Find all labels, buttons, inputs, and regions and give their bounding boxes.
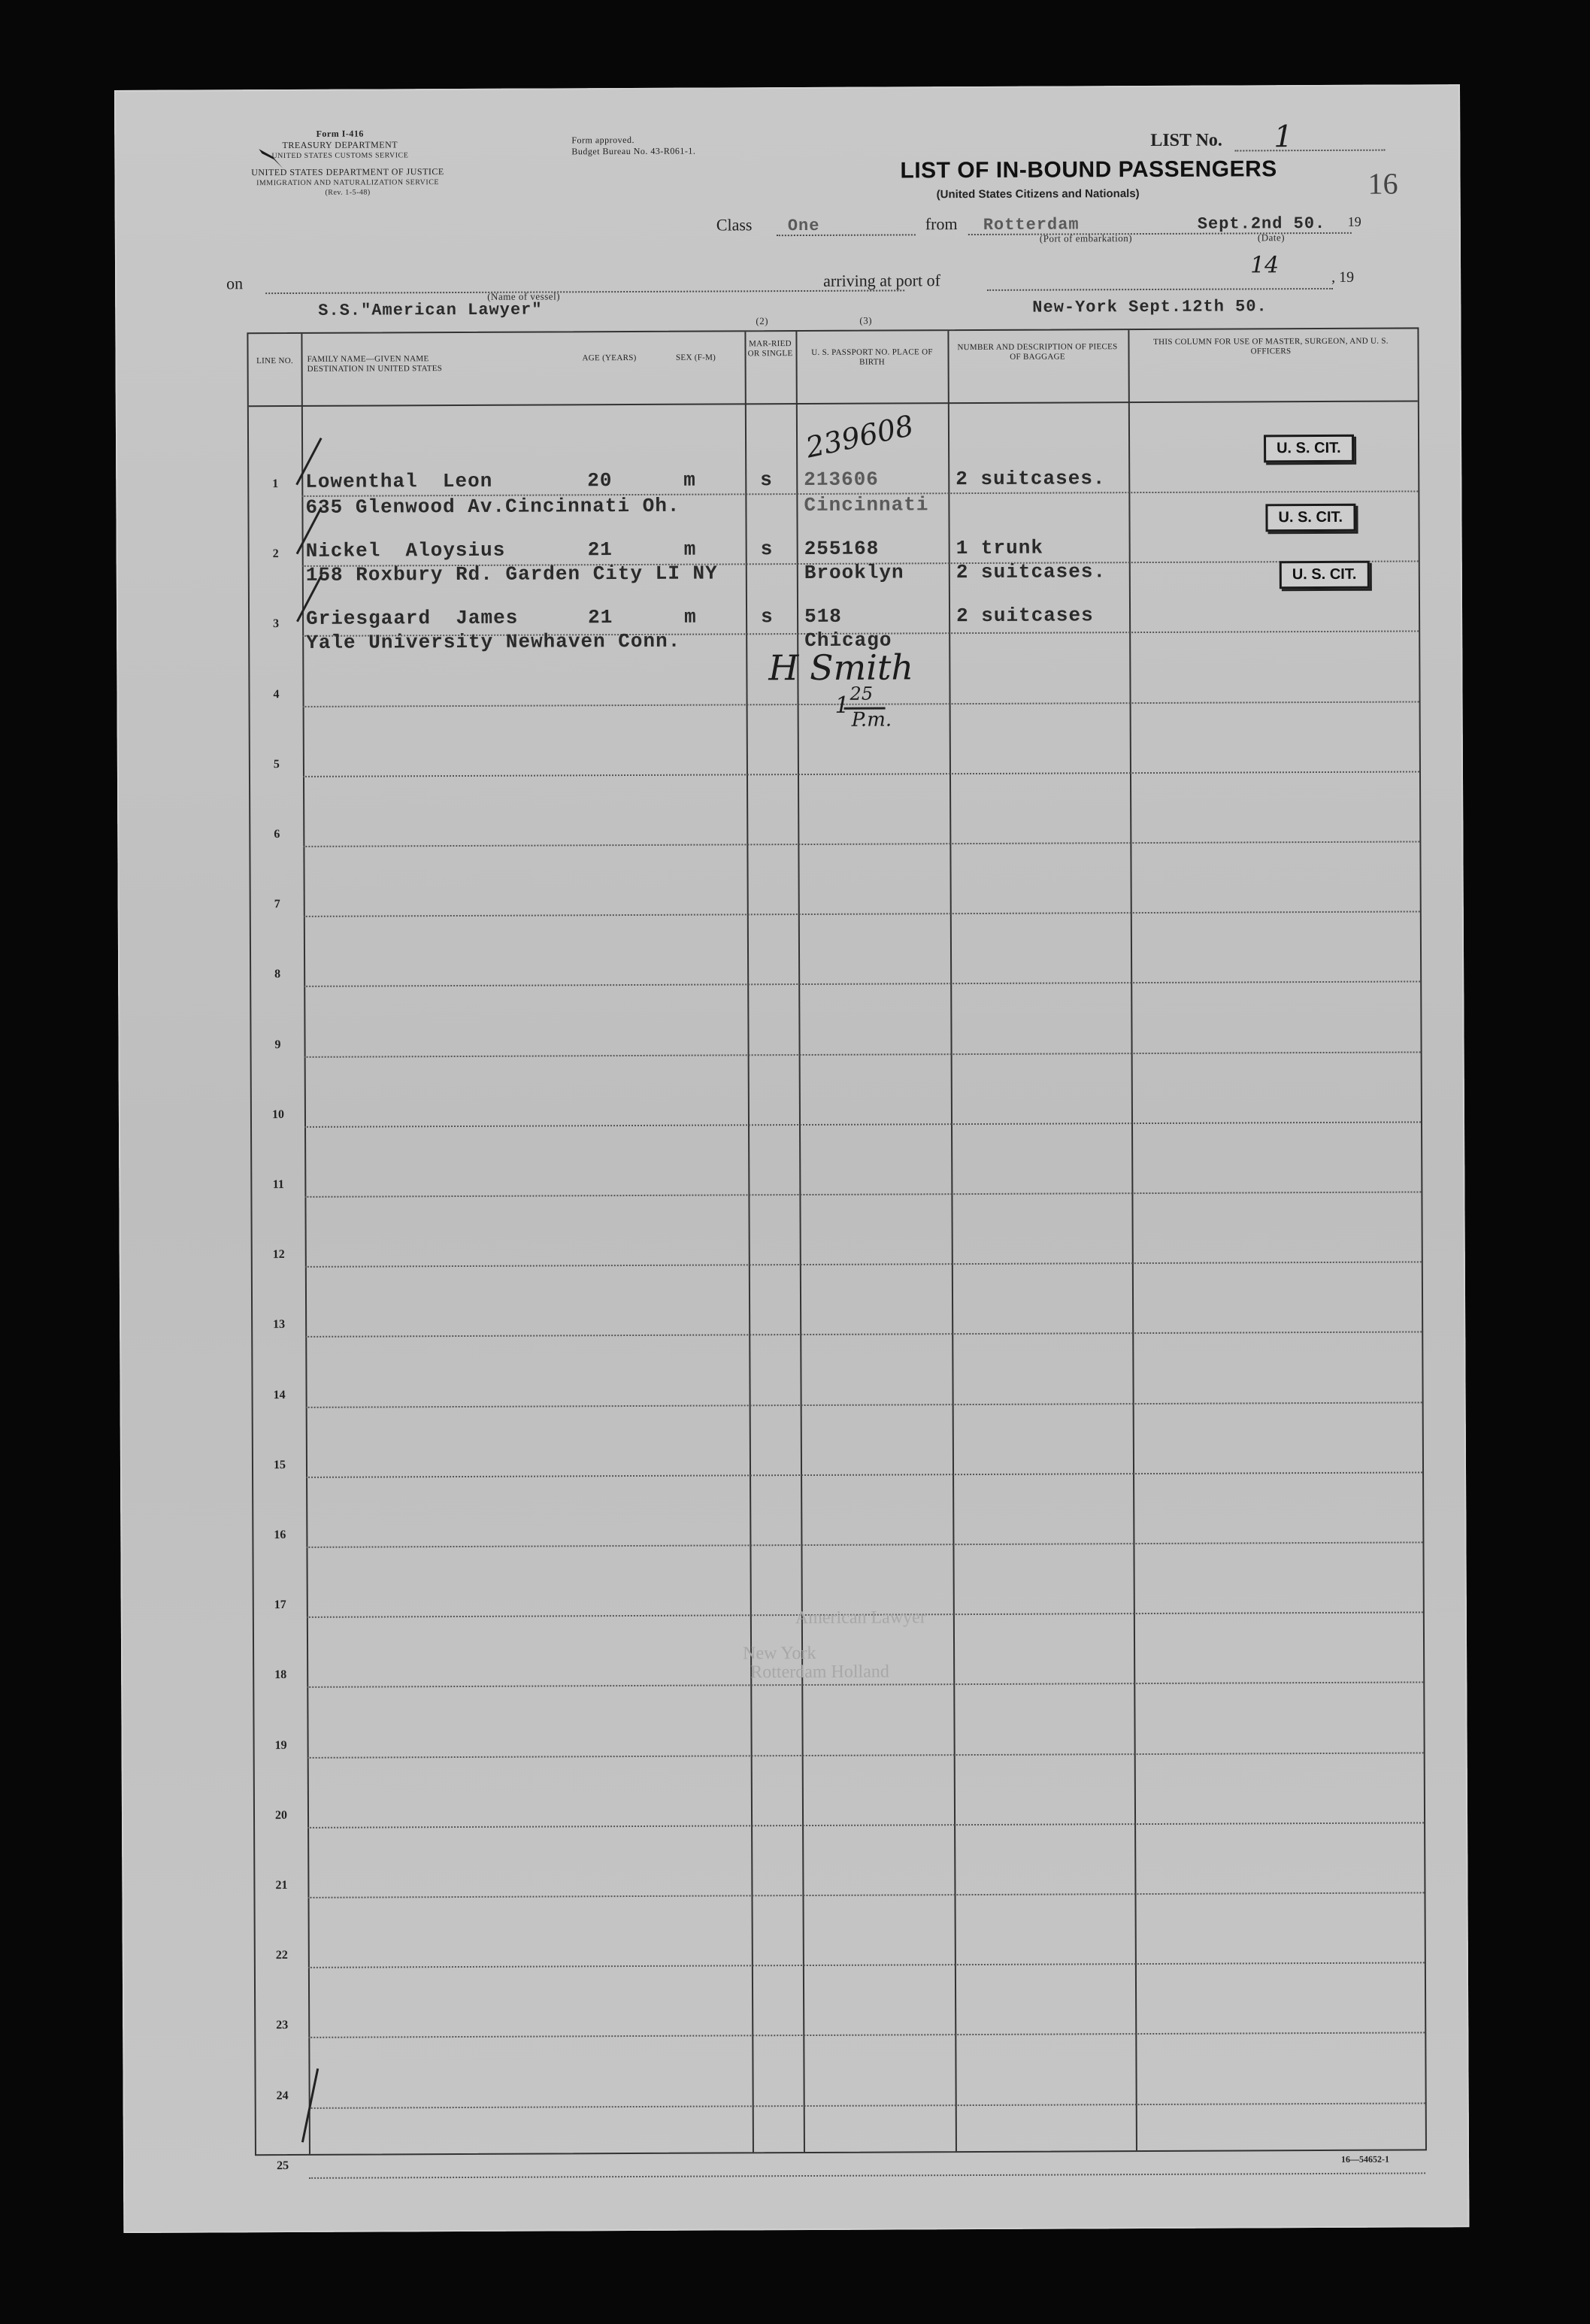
col-divider [1128,330,1137,2150]
treasury-dept: TREASURY DEPARTMENT [282,139,398,151]
line-number: 11 [272,1178,284,1192]
line-number: 1 [272,477,279,491]
colhead-age: AGE (YEARS) [582,353,637,363]
class-label: Class [716,215,753,235]
row-rule [304,1191,1421,1197]
line-number: 8 [274,968,281,981]
footer-code: 16—54652-1 [1340,2153,1390,2165]
arrival-port-date: New-York Sept.12th 50. [1032,297,1267,317]
us-cit-stamp: U. S. CIT. [1264,435,1354,463]
from-value: Rotterdam [983,215,1080,235]
passenger-1-address: 635 Glenwood Av.Cincinnati Oh. [305,494,680,519]
row-rule [307,1682,1423,1688]
row-rule [307,1752,1424,1758]
line-number: 5 [273,757,280,771]
line-number: 13 [273,1318,286,1332]
passenger-1-sex: m [683,468,696,492]
approval-note [571,135,695,158]
bleed-through-text: American Lawyer [795,1607,926,1629]
list-no-value: 1 [1274,120,1293,155]
bleed-through-text: Rotterdam Holland [750,1662,889,1683]
row-rule [304,1051,1421,1057]
date-caption: (Date) [1257,232,1286,244]
row-rule [305,1332,1422,1338]
colhead-married: MAR-RIED OR SINGLE [747,339,793,359]
vessel-line [265,289,904,294]
colhead-destination-text: DESTINATION IN UNITED STATES [307,364,443,374]
passenger-2-passport: 255168 [804,537,880,561]
row-rule [306,1401,1422,1407]
year-suffix-2: , 19 [1331,268,1355,286]
time-minutes: 25 [850,683,874,704]
page-subtitle: (United States Citizens and Nationals) [936,187,1140,201]
manifest-page [114,84,1469,2233]
passenger-3-address: Yale University Newhaven Conn. [306,629,681,654]
us-cit-stamp: U. S. CIT. [1265,504,1355,532]
budget-bureau: Budget Bureau No. 43-R061-1. [571,145,696,157]
row-rule [308,2032,1425,2038]
row-rule [303,771,1419,777]
line-number: 21 [275,1879,288,1892]
from-label: from [925,214,958,234]
passenger-2-marital: s [760,538,774,561]
passenger-1-birthplace: Cincinnati [804,493,929,517]
form-approved: Form approved. [571,134,634,146]
passenger-3-marital: s [760,605,774,629]
justice-header [235,166,460,198]
customs-service: UNITED STATES CUSTOMS SERVICE [271,151,409,161]
passenger-1-passport: 213606 [804,468,879,492]
colhead-officers: THIS COLUMN FOR USE OF MASTER, SURGEON, AND U. S. OFFICERS [1153,336,1389,356]
arriving-label: arriving at port of [823,271,940,290]
row-rule [306,1471,1422,1477]
row-rule [304,911,1420,917]
passenger-2-birthplace: Brooklyn [804,561,904,585]
passenger-1-passport-correction: 239608 [803,408,917,465]
row-rule [308,1962,1425,1968]
justice-dept: UNITED STATES DEPARTMENT OF JUSTICE [251,166,444,178]
page-number: 16 [1367,166,1398,201]
line-number: 2 [272,547,279,561]
page-title: LIST OF IN-BOUND PASSENGERS [900,156,1277,183]
vessel-name: S.S."American Lawyer" [318,300,543,320]
row-rule [306,1541,1422,1547]
passenger-3-passport: 518 [804,604,842,629]
passenger-1-name: Lowenthal Leon [305,469,493,493]
revision-date: (Rev. 1-5-48) [325,188,371,197]
passenger-3-sex: m [683,605,697,629]
colhead-passport: U. S. PASSPORT NO. PLACE OF BIRTH [811,347,933,367]
line-number: 10 [271,1107,284,1121]
line-number: 22 [275,1949,288,1962]
inspector-signature: H Smith [768,647,914,689]
passenger-3-baggage: 2 suitcases [956,604,1094,628]
line-number: 12 [272,1248,285,1262]
passenger-2-sex: m [683,538,697,561]
line-number: 9 [274,1038,281,1051]
passenger-2-address: 158 Roxbury Rd. Garden City LI NY [305,562,718,586]
list-no-line [1234,150,1385,152]
line-number: 17 [274,1598,286,1612]
row-rule [304,1121,1421,1127]
ins-service: IMMIGRATION AND NATURALIZATION SERVICE [256,178,440,188]
class-value: One [787,216,820,236]
line-number: 7 [274,898,280,911]
colhead-line-no: LINE NO. [256,356,294,366]
line-number: 4 [273,687,280,701]
departure-date: Sept.2nd 50. [1197,214,1326,234]
list-no-label: LIST No. [1150,130,1222,150]
line-number: 25 [277,2159,289,2172]
colhead-baggage: NUMBER AND DESCRIPTION OF PIECES OF BAGGAGE [957,342,1118,362]
passenger-2-baggage-1: 1 trunk [956,536,1043,560]
row-rule [305,1262,1422,1268]
row-rule [307,1822,1424,1828]
row-rule [309,2172,1425,2178]
arrival-day-hand: 14 [1249,252,1280,279]
time-pm: P.m. [851,708,892,732]
on-label: on [226,274,244,293]
arrival-line [987,288,1333,291]
colhead-sex: SEX (F-M) [675,353,716,362]
bleed-through-text: New York [743,1643,816,1664]
col-divider [744,332,754,2152]
line-number: 20 [274,1808,288,1822]
form-number: Form I-416 [316,128,364,139]
passenger-1-baggage: 2 suitcases. [956,467,1106,491]
col-marker-3: (3) [859,314,873,326]
line-number: 24 [276,2089,289,2102]
line-number: 15 [273,1458,286,1471]
line-number: 3 [273,617,280,631]
vessel-caption: (Name of vessel) [487,290,561,302]
port-embark-caption: (Port of embarkation) [1039,232,1133,244]
passenger-3-age: 21 [588,606,613,629]
line-number: 14 [273,1388,286,1401]
colhead-family-name [307,354,503,374]
row-rule [304,981,1420,987]
passenger-1-marital: s [760,468,773,492]
row-rule [309,2102,1425,2108]
colhead-family-name-text: FAMILY NAME—GIVEN NAME [307,354,429,364]
passenger-3-name: Griesgaard James [306,606,519,630]
year-suffix: 19 [1347,214,1361,229]
line-number: 18 [274,1668,287,1682]
line-number: 16 [274,1529,286,1542]
line-number: 6 [274,828,280,841]
line-number: 23 [276,2019,289,2032]
passenger-1-age: 20 [587,469,613,492]
line-number: 19 [274,1738,287,1752]
time-hour: 1 [834,692,850,719]
passenger-2-baggage-2: 2 suitcases. [956,560,1107,584]
row-rule [303,841,1419,847]
us-cit-stamp: U. S. CIT. [1280,561,1370,589]
header-separator [249,400,1418,407]
col-marker-2: (2) [756,315,769,327]
row-rule [307,1892,1424,1898]
passenger-3-birthplace: Chicago [804,629,892,653]
passenger-2-name: Nickel Aloysius [305,538,506,562]
passenger-2-age: 21 [587,538,613,562]
